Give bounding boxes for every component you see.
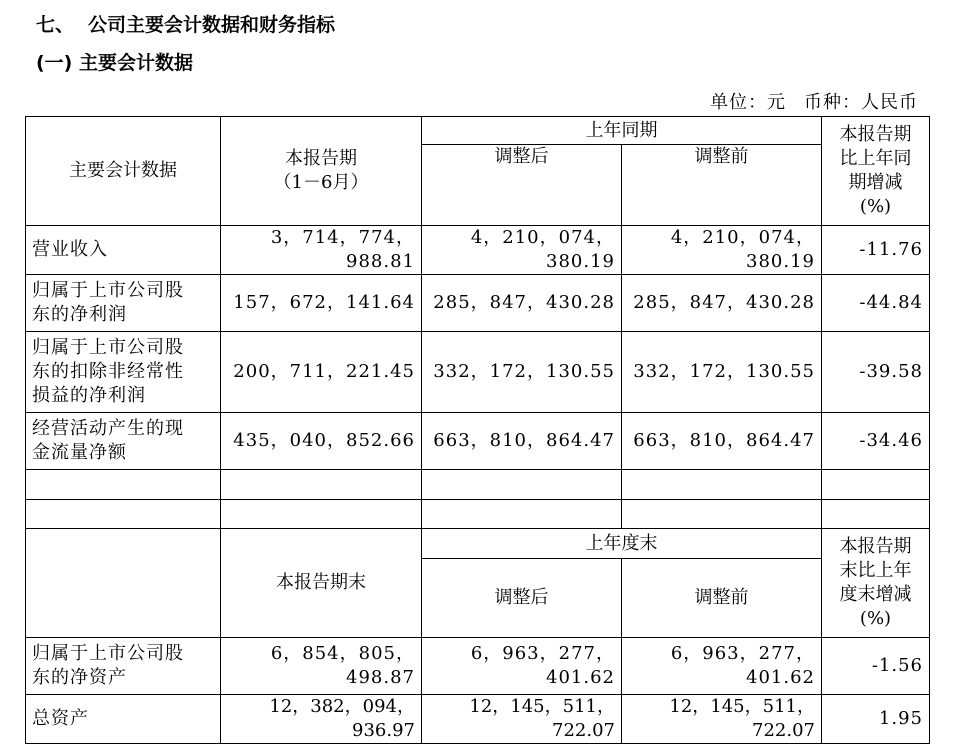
- value-adjusted-before: 12，145，511，722.07: [622, 695, 822, 744]
- header-period-end: 本报告期末: [221, 529, 422, 638]
- value-adjusted-after: 285，847，430.28: [422, 275, 622, 332]
- header-adjusted-before: 调整前: [622, 559, 822, 638]
- header-adjusted-after: 调整后: [422, 145, 622, 226]
- value-adjusted-after: 663，810，864.47: [422, 413, 622, 470]
- subsection-heading: (一) 主要会计数据: [36, 52, 193, 74]
- table-row: [26, 695, 930, 744]
- value-change: 1.95: [822, 695, 930, 744]
- header-main-data: 主要会计数据: [26, 117, 221, 226]
- header-change-pct: 本报告期 比上年同 期增减 (%): [822, 117, 930, 226]
- value-adjusted-after: 332，172，130.55: [422, 332, 622, 413]
- value-adjusted-before: 663，810，864.47: [622, 413, 822, 470]
- row-label: 营业收入: [26, 226, 221, 275]
- header-change-pct: 本报告期 末比上年 度末增减 (%): [822, 529, 930, 638]
- row-label: 经营活动产生的现 金流量净额: [26, 413, 221, 470]
- table-row: [26, 332, 930, 413]
- value-current: 12，382，094，936.97: [221, 695, 422, 744]
- value-change: -39.58: [822, 332, 930, 413]
- header-adjusted-after: 调整后: [422, 559, 622, 638]
- header-empty: [26, 529, 221, 638]
- value-change: -11.76: [822, 226, 930, 275]
- value-current: 435，040，852.66: [221, 413, 422, 470]
- value-change: -34.46: [822, 413, 930, 470]
- value-current: 6，854，805，498.87: [221, 638, 422, 695]
- empty-row: [26, 500, 930, 529]
- empty-row: [26, 470, 930, 500]
- value-adjusted-before: 332，172，130.55: [622, 332, 822, 413]
- row-label: 总资产: [26, 695, 221, 744]
- header-prior-year-end: 上年度末: [422, 529, 822, 559]
- value-change: -44.84: [822, 275, 930, 332]
- table-row: [26, 275, 930, 332]
- value-current: 157，672，141.64: [221, 275, 422, 332]
- table-row: [26, 413, 930, 470]
- header-current-period: 本报告期 （1－6月）: [221, 117, 422, 226]
- currency-label: 币种：人民币: [804, 92, 918, 113]
- unit-label: 单位：元: [710, 92, 786, 113]
- value-adjusted-after: 6，963，277，401.62: [422, 638, 622, 695]
- section-title: 公司主要会计数据和财务指标: [88, 14, 336, 36]
- value-current: 3，714，774，988.81: [221, 226, 422, 275]
- section-number: 七、: [36, 14, 75, 36]
- section-heading: [36, 10, 335, 37]
- row-label: 归属于上市公司股 东的净利润: [26, 275, 221, 332]
- value-change: -1.56: [822, 638, 930, 695]
- header-prior-period: 上年同期: [422, 117, 822, 145]
- value-adjusted-after: 12，145，511，722.07: [422, 695, 622, 744]
- value-adjusted-before: 6，963，277，401.62: [622, 638, 822, 695]
- accounting-data-table: [25, 116, 930, 744]
- table-row: [26, 638, 930, 695]
- header-adjusted-before: 调整前: [622, 145, 822, 226]
- row-label: 归属于上市公司股 东的扣除非经常性 损益的净利润: [26, 332, 221, 413]
- unit-note: [710, 88, 918, 114]
- value-adjusted-before: 285，847，430.28: [622, 275, 822, 332]
- value-current: 200，711，221.45: [221, 332, 422, 413]
- value-adjusted-after: 4，210，074，380.19: [422, 226, 622, 275]
- row-label: 归属于上市公司股 东的净资产: [26, 638, 221, 695]
- table-row: [26, 226, 930, 275]
- value-adjusted-before: 4，210，074，380.19: [622, 226, 822, 275]
